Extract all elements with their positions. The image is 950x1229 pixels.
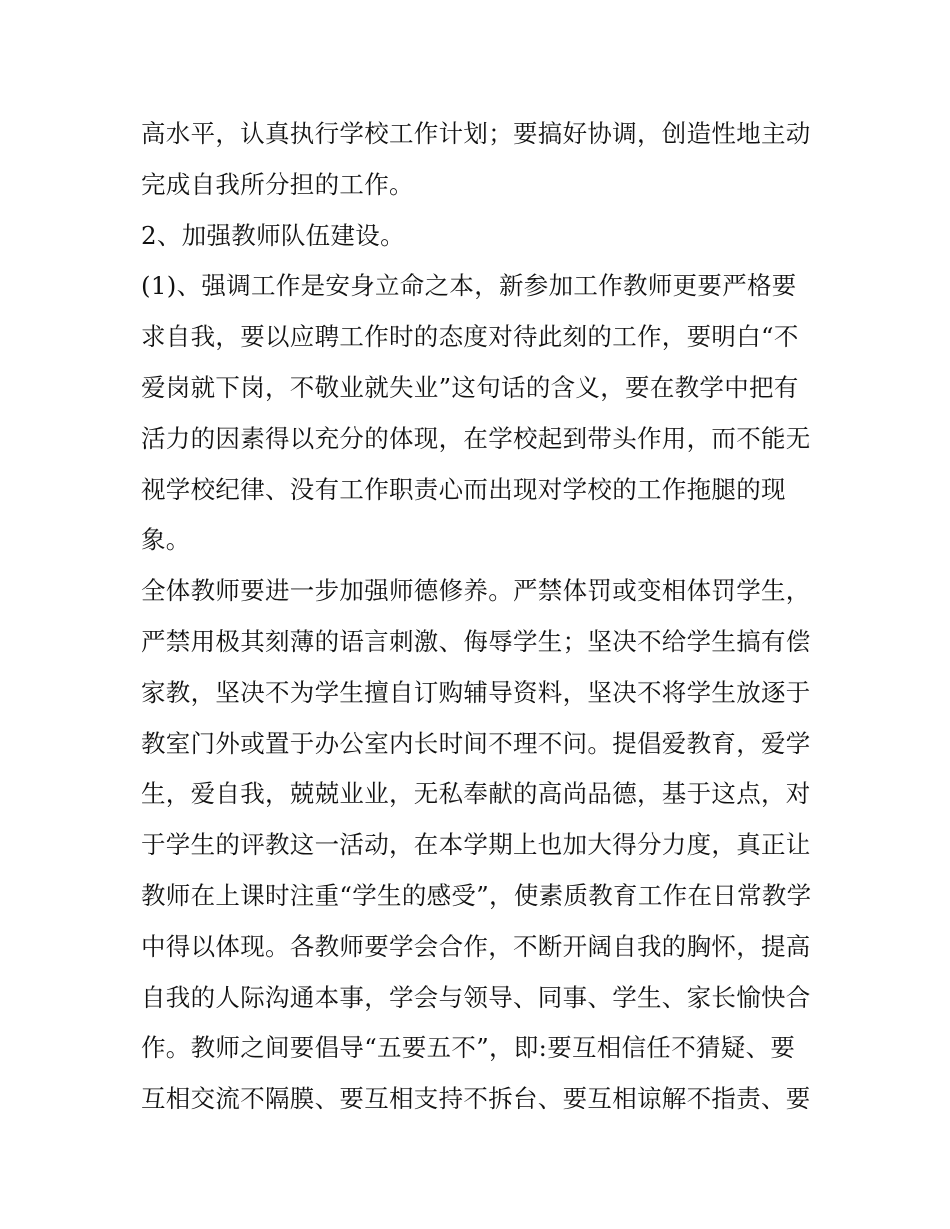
- section-heading: 2、加强教师队伍建设。: [141, 220, 405, 250]
- text-line: 象。: [141, 525, 191, 555]
- text-line: 严禁用极其刻薄的语言刺激、侮辱学生；坚决不给学生搞有偿: [141, 626, 811, 656]
- text-line: 生，爱自我，兢兢业业，无私奉献的高尚品德，基于这点，对: [141, 779, 811, 809]
- text-line: 全体教师要进一步加强师德修养。严禁体罚或变相体罚学生，: [141, 576, 811, 606]
- text-line: 求自我，要以应聘工作时的态度对待此刻的工作，要明白“不: [141, 322, 799, 352]
- text-line: 自我的人际沟通本事，学会与领导、同事、学生、家长愉快合: [141, 982, 811, 1012]
- text-line: 活力的因素得以充分的体现，在学校起到带头作用，而不能无: [141, 423, 811, 453]
- text-line: 家教，坚决不为学生擅自订购辅导资料，坚决不将学生放逐于: [141, 677, 811, 707]
- text-line: 互相交流不隔膜、要互相支持不拆台、要互相谅解不指责、要: [141, 1084, 811, 1114]
- body-text: [141, 109, 821, 1125]
- text-line: (1)、强调工作是安身立命之本，新参加工作教师更要严格要: [141, 271, 797, 301]
- text-line: 完成自我所分担的工作。: [141, 169, 414, 199]
- text-line: 高水平，认真执行学校工作计划；要搞好协调，创造性地主动: [141, 119, 811, 148]
- text-line: 爱岗就下岗，不敬业就失业”这句话的含义，要在教学中把有: [141, 372, 799, 402]
- text-line: 视学校纪律、没有工作职责心而出现对学校的工作拖腿的现: [141, 474, 786, 504]
- text-line: 教师在上课时注重“学生的感受”，使素质教育工作在日常教学: [141, 880, 812, 910]
- text-line: 教室门外或置于办公室内长时间不理不问。提倡爱教育，爱学: [141, 728, 811, 758]
- text-line: 于学生的评教这一活动，在本学期上也加大得分力度，真正让: [141, 830, 811, 860]
- text-line: 中得以体现。各教师要学会合作，不断开阔自我的胸怀，提高: [141, 931, 811, 961]
- text-line: 作。教师之间要倡导“五要五不”，即:要互相信任不猜疑、要: [141, 1033, 796, 1063]
